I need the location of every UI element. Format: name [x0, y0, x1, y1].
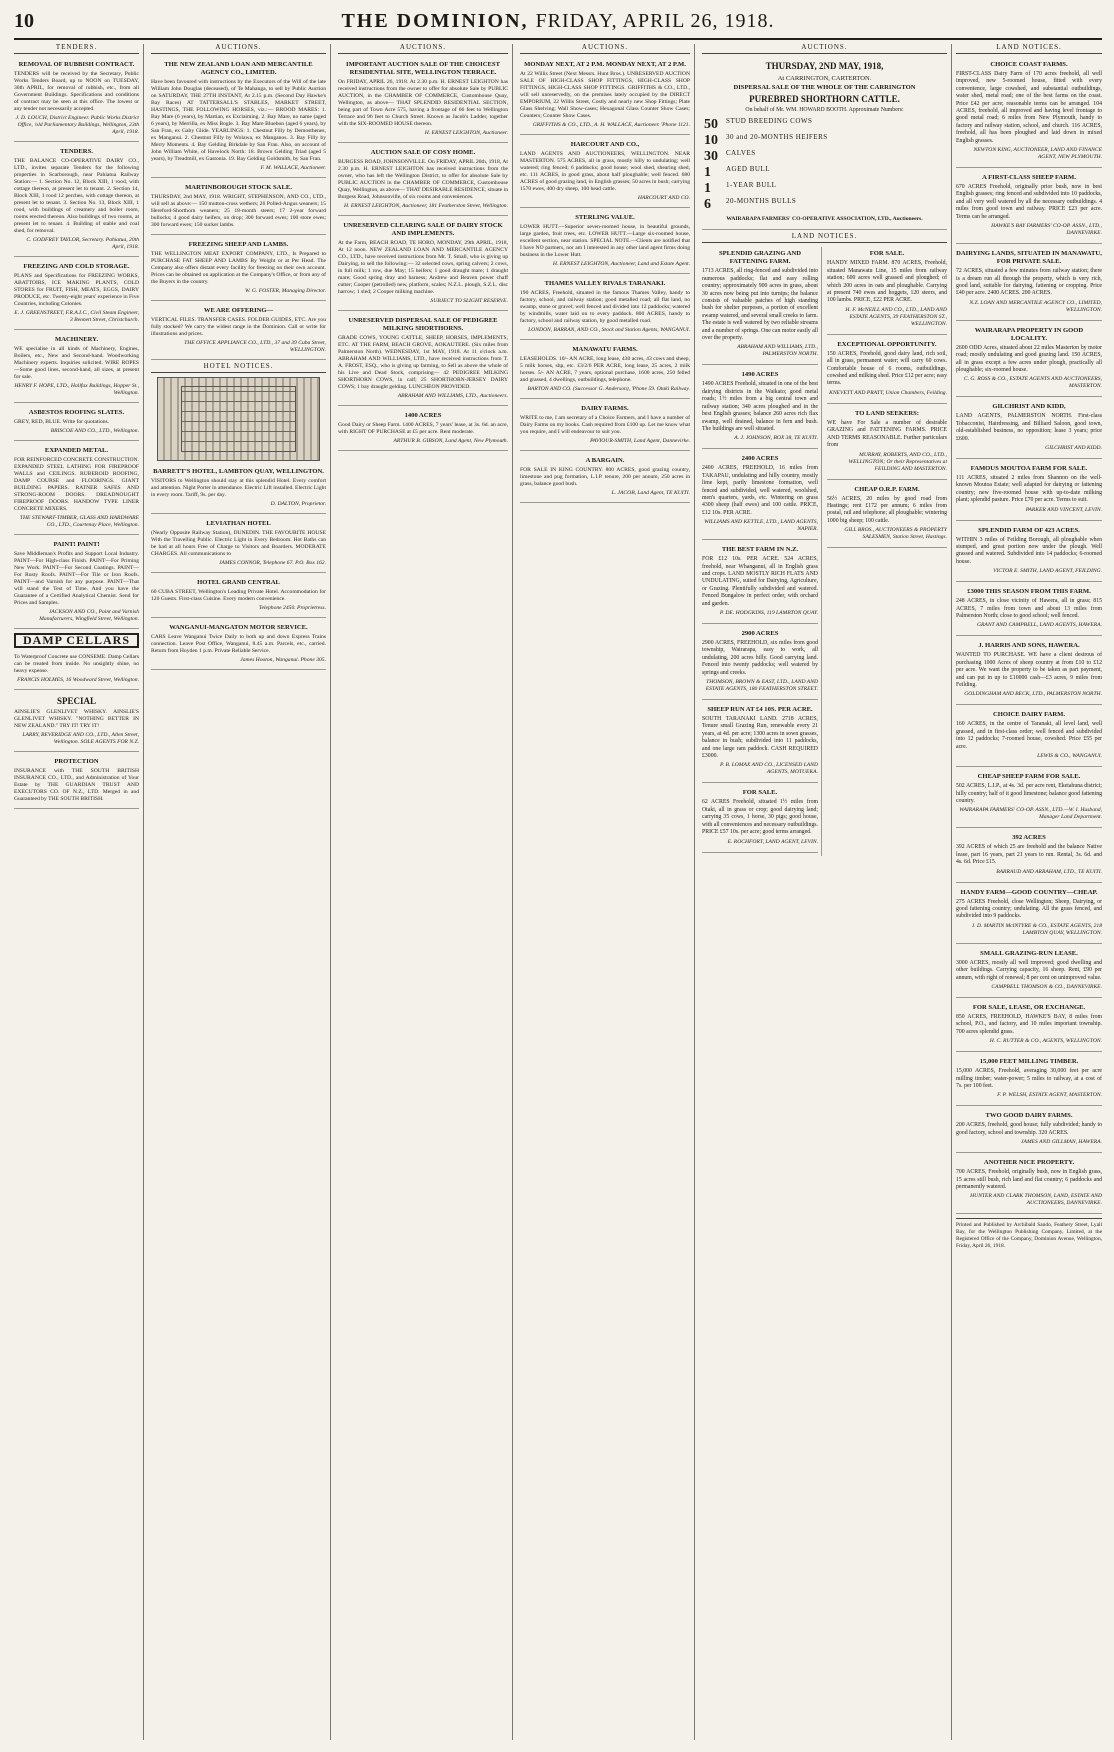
ad-signature: H. ERNEST LEIGHTON, Auctioneer.	[424, 130, 508, 136]
insurance-ad	[14, 755, 139, 809]
ad-body: CARS Leave Wanganui Twice Daily to both up and down Express Trains connection. Leave Post Office, Wanganui, 8.45 a.m. Parcels, etc., carried. Return from Hoyden 1 p.m. Private Reliable Service.	[151, 634, 326, 654]
ad-body: FIRST-CLASS Dairy Farm of 170 acres freehold, all well improved, new 5-roomed house, fitted with every convenience, large cowshed, and substantial outbuildings, water shed, metal road; one of the best farms on the coast. Price £42 per acre; reasonable terms can be arranged. 104 ACRES, freehold, all improved and having level frontage to good metal road; 6 miles from New Plymouth, handy to factory and railway station, school, and church. 116 ACRES, freehold, all has been ploughed and laid down in mixed English grasses.	[956, 71, 1102, 144]
ad-body: 200 ACRES, freehold, good house; fully subdivided; handy to good factory, school and township. 320 ACRES.	[956, 1122, 1102, 1136]
ad-title: FOR SALE.	[742, 789, 778, 797]
ad-title: HANDY FARM—GOOD COUNTRY—CHEAP.	[960, 888, 1098, 896]
ad-body: WE have For Sale a number of desirable GRAZING and FATTENING FARMS. PRICE AND TERMS REASONABLE. Further particulars from	[827, 419, 947, 449]
column-auctions-1	[151, 44, 331, 1740]
ad-body: Have been favoured with instructions by the Executors of the Will of the late William John Douglas (deceased), of Te Mahanga, to sell by Public Auction on SATURDAY, THE 27TH INSTANT, At 2.15 p.m. (Second Day Hawke's Bay Races) AT TATTERSALL'S STABLES, MARKET STREET, HASTINGS, THE FOLLOWING HORSES, viz.:— BROOD MARES: 1. Bay Mare (6 years), by Martian, ex Exclaiming. 2. Bay Mare, no name (aged 6 years), by Merrilla, ex Miss Bogle. 3. Bay Mare Bluebon (aged 6 years), by San Fran, ex Gaby Glide. YEARLINGS: 1. Chestnut Filly by Demosthenes, ex Manganui. 2. Chestnut Filly by Wolawa, ex Manganos. 3. Bay Filly by Merry Moments. 4. Bay Gelding Birkdale by San Fran. Also, on account of John William White, of Havelock North: 18. Brown Gelding Triad (aged 5 years), by Treadmill, ex Gastonia. 19. Bay Gelding Goldsmith, by San Fran.	[151, 79, 326, 162]
hotel-notices-heading: HOTEL NOTICES.	[151, 363, 326, 373]
ad-title: 2400 ACRES	[741, 455, 779, 463]
advertisement	[702, 368, 818, 449]
ad-title: FOR SALE.	[869, 250, 905, 258]
ad-title: SPECIAL	[56, 696, 96, 706]
advertisement	[956, 886, 1102, 944]
ad-title: MARTINBOROUGH STOCK SALE.	[185, 184, 292, 191]
advertisement	[702, 247, 818, 365]
catalog-description: AGED BULL	[726, 165, 770, 174]
ad-signature: BARTON AND CO. (Successor G. Anderson), 'Phone 59. Otaki Railway.	[527, 386, 690, 392]
ad-title: HOTEL GRAND CENTRAL	[197, 579, 280, 586]
advertisement	[151, 517, 326, 573]
advertisement	[702, 703, 818, 783]
ad-body: 700 ACRES, Freehold, originally bush, now in English grass, 15 acres still bush, rich land and flat country; 6 paddocks and permanently watered.	[956, 1169, 1102, 1191]
ad-signature: GOLDINGHAM AND BECK, LTD., PALMERSTON NORTH.	[964, 691, 1102, 698]
ad-title: TWO GOOD DAIRY FARMS.	[985, 1112, 1073, 1120]
ad-signature: HARCOURT AND CO.	[637, 195, 690, 201]
advertisement	[956, 831, 1102, 882]
ad-body: FOR REINFORCED CONCRETE CONSTRUCTION. EXPANDED STEEL LATHING FOR FIREPROOF WALLS and CEILINGS. RUBEROID ROOFING, DAMP COURSE and FLOORINGS. GIANT BUILDING PAPERS. RATNER SAFES AND STRONG-ROOM DOORS. DREADNOUGHT FIREPROOF DOORS. HANDOW TYPE LINER CONCRETE MIXERS.	[14, 457, 139, 512]
land-right-block	[956, 44, 1102, 1740]
ad-signature: E. ROCHFORT, LAND AGENT, LEVIN.	[727, 838, 818, 845]
ad-body: THE BALANCE CO-OPERATIVE DAIRY CO., LTD., invites separate Tenders for the following properties in Scarborough, near Pahiatua Railway Station:— 1. Section No. 12, Block XIII, 1 rood, with cottage thereon, at present let to tenant. 2. Section 14, Block XIII, 1 rood 12 perches, with cottage thereon, at present let to tenant. 3. Section No. 13, Block XIII, 1 rood, with buildings of creamery and boiler room, rooms erected thereon. Also buildings of two rooms, at present let to tenant. 4. Building of stable and coal shed, for removal.	[14, 158, 139, 234]
newspaper-title	[54, 10, 1062, 33]
ad-signature: THOMSON, BROWN & EAST, LTD., LAND AND ESTATE AGENTS, 180 FEATHERSTON STREET.	[705, 679, 818, 693]
advertisement	[956, 247, 1102, 321]
ad-body: 2400 ACRES, FREEHOLD, 16 miles from TAKAPAU, undulating and hilly country, mostly lime kept, partly limestone formation, well fenced and subdivided, well watered, woolshed, men's quarters, yards, etc. Wintering on grass 4300 sheep (half ewes) and 100 cattle. PRICE, £12 10s. PER ACRE.	[702, 465, 818, 516]
ad-signature: GILCHRIST AND KIDD.	[1045, 444, 1102, 451]
ad-signature: James Hooton, Wanganui. Phone 305.	[240, 657, 326, 663]
ad-body: 1490 ACRES Freehold, situated in one of the best dairying districts in the Waikato; good metal roads; 1½ miles from a big central town and railway station; 340 acres ploughed and in the best English grasses; balance 260 acres rich flax swamp, well drained, balance in fern and bush. The buildings are well situated.	[702, 381, 818, 432]
ad-signature: P. B. LOMAX AND CO., LICENSED LAND AGENTS, MOTUEKA.	[719, 762, 818, 776]
ad-signature: LEWIS & CO., WANGANUI.	[1037, 753, 1102, 760]
advertisement	[702, 452, 818, 540]
ad-body: THURSDAY, 2nd MAY, 1918. WRIGHT, STEPHENSON, AND CO., LTD., will sell as above:— 150 mutton-cross wethers; 26 Polled-Angus weaners; 15 Hereford-Shorthorn weaners; 25 18-month steers; 17 2-year forward bullocks; 4 good dairy heifers, on drop; 300 forward ewes; 100 store ewes; 300 forward ewes; 150 sucker lambs.	[151, 194, 326, 228]
ad-title: CHEAP O.R.P. FARM.	[854, 485, 920, 493]
ad-title: FAMOUS MOUTOA FARM FOR SALE.	[970, 464, 1088, 472]
advertisement	[956, 947, 1102, 998]
catalog-row	[702, 133, 947, 149]
ad-signature: WAIRARAPA FARMERS' CO-OPERATIVE ASSOCIATION, LTD., Auctioneers.	[726, 216, 923, 223]
advertisement	[14, 333, 139, 403]
advertisement	[14, 406, 139, 441]
ad-title: SMALL GRAZING-RUN LEASE.	[980, 949, 1078, 957]
ad-signature: C. GODFREY TAYLOR, Secretary. Pahiatua, 20th April, 1918.	[26, 237, 139, 250]
column-heading: AUCTIONS.	[338, 44, 508, 54]
ad-signature: HUNTER AND CLARK THOMSON, LAND, ESTATE AND AUCTIONEERS, DANNEVIRKE.	[970, 1193, 1102, 1207]
ad-body: 150 ACRES, Freehold, good dairy land, rich soil, all in grass, permanent water; will carry 60 cows. Comfortable house of 6 rooms, outbuildings, cowshed and milking shed. Price £12 per acre; easy terms.	[827, 350, 947, 387]
ad-title: £3000 THIS SEASON FROM THIS FARM.	[967, 588, 1091, 596]
catalog-count: 6	[704, 197, 711, 213]
ad-title: DAIRYING LANDS, SITUATED IN MANAWATU, FOR PRIVATE SALE.	[956, 250, 1102, 266]
column-heading: LAND NOTICES.	[956, 44, 1102, 54]
column-auctions-3	[520, 44, 695, 1740]
advertisement	[520, 277, 690, 340]
ad-title: STERLING VALUE.	[575, 214, 635, 221]
ad-title: IMPORTANT AUCTION SALE OF THE CHOICEST RESIDENTIAL SITE, WELLINGTON TERRACE.	[346, 61, 500, 76]
ad-signature: ABRAHAM AND WILLIAMS, LTD., Auctioneers.	[397, 393, 508, 399]
ad-title: CHOICE COAST FARMS.	[990, 61, 1068, 68]
advertisement	[827, 338, 947, 404]
ad-title: DAIRY FARMS.	[581, 405, 629, 412]
advertisement	[151, 621, 326, 670]
ad-signature: VICTOR E. SMITH, LAND AGENT, FEILDING.	[993, 568, 1102, 575]
ad-title: 15,000 FEET MILLING TIMBER.	[979, 1058, 1079, 1066]
catalog-count: 1	[704, 165, 711, 181]
advertisement	[520, 343, 690, 399]
ad-body: GREY, RED, BLUE. Write for quotations.	[14, 419, 110, 425]
ad-body: FOR £12 10s. PER ACRE. 524 ACRES, freehold, near Whanganui, all in English grass and crops. LAND MOSTLY RICH FLATS AND UNDULATING, suited for Dairying, Agriculture, or Grazing. Plentifully subdivided and watered. Fenced Bungalow in perfect order, with orchard and garden.	[702, 556, 818, 607]
catalog-row	[702, 165, 947, 181]
ad-signature: JAMES CONNOR, Telephone 67. P.O. Box 162.	[218, 560, 326, 566]
ad-body: 160 ACRES, in the centre of Taranaki, all level land, well grassed, and in first-class order; well fenced and subdivided into 12 paddocks; 7-roomed house, cowshed. Price £55 per acre.	[956, 721, 1102, 750]
ad-body: WE specialise in all kinds of Machinery, Engines, Boilers, etc., New and Second-hand. Woodworking Machinery experts. Inquiries solicited. WIRE ROPES—Some good lines, second-hand, all sizes, at present for sale.	[14, 346, 139, 380]
ad-title: MONDAY NEXT, AT 2 P.M. MONDAY NEXT, AT 2 P.M.	[524, 61, 686, 68]
ad-title: EXCEPTIONAL OPPORTUNITY.	[837, 340, 937, 348]
ad-body: At 22 Willis Street (Next Messrs. Hunt Bros.). UNRESERVED AUCTION SALE OF HIGH-CLASS SHOP FITTINGS, HIGH-CLASS SHOP FITTINGS, HIGH-CLASS SHOP FITTINGS. GRIFFITHS & CO., LTD., will sell unreservedly, on the premises lately occupied by the DIRECT EMPORIUM, 22 Willis Street, Costly and nearly new Shop Fittings; Plate Glass Shelving; Wall Show-cases; Hexagonal Glass Counter Show Cases; Counters; Counter Show Cases.	[520, 71, 690, 119]
ad-signature: GRANT AND CAMPBELL, LAND AGENTS, HAWERA.	[976, 622, 1102, 629]
ad-signature: Telephone 2450. Proprietress.	[258, 605, 326, 611]
ad-signature: HAWKE'S BAY FARMERS' CO-OP. ASSN., LTD., DANNEVIRKE.	[991, 223, 1102, 237]
ad-signature: ARTHUR B. GIBSON, Land Agent, New Plymouth.	[393, 438, 508, 444]
ad-signature: CAMPBELL THOMSON & CO., DANNEVIRKE.	[991, 983, 1102, 990]
ad-body: VISITORS to Wellington should stay at this splendid Hotel. Every comfort and attention. Night Porter in attendance. Electric Lift installed. Electric Light in every room. Tariff, 9s. per day.	[151, 478, 326, 498]
ad-signature: BARRAUD AND ARRAHAM, LTD., TE KUITI.	[996, 868, 1102, 875]
on-behalf: On behalf of Mr. WM. HOWARD BOOTH. Approximate Numbers:	[745, 107, 904, 113]
damp-cellars-ad	[14, 651, 139, 690]
ad-body: WRITE to me, I am secretary of a Choice Farmers, and I have a number of Dairy Farms on my books. Cash required from £100 up. Let me know what you require, and I will endeavour to suit you.	[520, 415, 690, 435]
advertisement	[827, 247, 947, 334]
ad-title: HARCOURT AND CO.,	[570, 141, 640, 148]
ad-title: SPLENDID FARM OF 423 ACRES.	[978, 526, 1080, 534]
ad-title: PAINT! PAINT!	[53, 541, 100, 548]
column-heading: AUCTIONS.	[520, 44, 690, 54]
column-auctions-2	[338, 44, 513, 1740]
ad-body: 502 ACRES, L.I.P., at 4s. 3d. per acre rent, Eketahuna district; hilly country; half of it good limestone; balance good fattening country.	[956, 783, 1102, 804]
advertisement	[151, 304, 326, 360]
ad-signature: H. ERNEST LEIGHTON, Auctioneer, Land and Estate Agent.	[552, 261, 690, 267]
ad-body: 56½ ACRES, 20 miles by good road from Hastings; rent £172 per annum; 6 miles from postal, rail and telephone; all ploughable; wintering 1000 big sheep; 100 cattle.	[827, 495, 947, 524]
advertisement	[151, 58, 326, 178]
ad-title: 2900 ACRES	[741, 630, 779, 637]
herd-name: PUREBRED SHORTHORN CATTLE.	[749, 94, 900, 104]
ad-signature: GRIFFITHS & CO., LTD., A. H. WALLACE, Auctioneer. 'Phone 1121.	[532, 122, 690, 128]
catalog-count: 1	[704, 181, 711, 197]
ad-body: 1713 ACRES, all ring-fenced and subdivided into numerous paddocks; flat and easy rolling country; approximately 900 acres in grass, about 30 acres now being put into turnips; the balance consists of valuable patches of high standing bush for shelter purposes, a portion of excellent swamp watered, and several small creeks to farm. The estate is well watered by two reliable streams and a number of springs. One can motor easily all over the property.	[702, 268, 818, 342]
advertisement	[338, 58, 508, 143]
advertisement	[956, 171, 1102, 244]
ad-signature: LARRY, BEVERIDGE AND CO., LTD., Allen Street, Wellington. SOLE AGENTS FOR N.Z.	[22, 732, 139, 745]
ad-title: BARRETT'S HOTEL, LAMBTON QUAY, WELLINGTON.	[153, 468, 324, 475]
ad-signature: D. DALTON, Proprietor.	[270, 501, 326, 507]
ad-body: LEASEHOLDS. 10/- AN ACRE, long lease, 430 acres, 43 cows and sheep, 5 milk horses, shp, etc. £3/2/6 PER ACRE, long lease, 25 acres, 2 milk horses. 5/- AN ACRE, 7 years, optional purchase, 1600 acres, 250 felled and grassed, 4 dwellings, outbuildings, telephone.	[520, 356, 690, 383]
land-left-block	[702, 44, 952, 1740]
ad-title: 1400 ACRES	[404, 412, 442, 419]
ad-signature: JACKSON AND CO., Paint and Varnish Manufacturers, Wingfield Street, Wellington.	[39, 609, 139, 622]
advertisement	[520, 138, 690, 208]
ad-signature: MURRAY, ROBERTS, AND CO., LTD., WELLINGTON; Or their Representatives at FEILDING AND MASTERTON.	[848, 451, 947, 472]
ad-title: THE NEW ZEALAND LOAN AND MERCANTILE AGENCY CO., LIMITED.	[164, 61, 313, 76]
ad-signature: HENRY F. HOPE, LTD., Hallfax Buildings, Hopper St., Wellington.	[14, 383, 139, 396]
ad-body: WITHIN 3 miles of Feilding Borough, all ploughable when stumped, and great portion now under the plough. Well grassed and watered. Subdivided into 14 paddocks; 6-roomed house.	[956, 536, 1102, 565]
advertisement	[956, 324, 1102, 398]
advertisement	[151, 465, 326, 514]
ad-signature: E. J. GREENSTREET, F.R.A.I.C., Civil Steam Engineer, 3 Bennett Street, Christchurch.	[14, 310, 139, 323]
ad-body: 72 ACRES, situated a few minutes from railway station; there is a dream run all through the property, which is very rich, good land, suitable for dairying, fattening or cropping. Price £40 per acre. 2400 ACRES. 200 ACRES.	[956, 268, 1102, 297]
shorthorn-sale-ad	[702, 58, 947, 230]
ad-body: Good Dairy or Sheep Farm. 1400 ACRES, 7 years' lease, at 3s. 6d. an acre, with RIGHT OF PURCHASE at £5 per acre. Rent moderate.	[338, 422, 508, 435]
ad-signature: JAMES AND GILLMAN, HAWERA.	[1021, 1139, 1102, 1146]
catalog-description: 1-YEAR BULL	[726, 181, 777, 190]
catalog-description: STUD BREEDING COWS	[726, 117, 813, 126]
ad-title: FREEZING AND COLD STORAGE.	[23, 263, 130, 270]
ad-body: 190 ACRES, Freehold, situated in the famous Thames Valley, handy to factory, school, and railway station; good metalled road; all flat land, no swamp, stone or gravel; well fenced and divided into 12 paddocks; watered by windmills, water laid on to every paddock. 800 ACRES, handy to factory, school and railway station, by good metalled road.	[520, 290, 690, 324]
ad-title: AUCTION SALE OF COSY HOME.	[370, 149, 476, 156]
advertisement	[956, 770, 1102, 828]
ad-signature: NEWTON KING, AUCTIONEER, LAND AND FINANCE AGENT, NEW PLYMOUTH.	[973, 147, 1102, 161]
column-land-notices	[702, 44, 1102, 1740]
ad-body: FOR SALE IN KING COUNTRY. 800 ACRES, good grazing country, limestone and pug formation, L.I.P. tenure, 200 per annum, 250 acres in grass, balance good bush.	[520, 467, 690, 487]
ad-signature: H. F. McNEILL AND CO., LTD., LAND AND ESTATE AGENTS, 39 FEATHERSTON ST., WELLINGTON.	[845, 306, 947, 327]
whisky-ad	[14, 693, 139, 752]
advertisement	[338, 409, 508, 451]
ad-body: PLANS and Specifications for FREEZING WORKS, ABATTOIRS, ICE MAKING PLANTS, COLD STORES for FRUIT, FISH, MEATS, EGGS, DAIRY PRODUCE, etc. Twenty-eight years' experience in Five Countries, including Colonies.	[14, 273, 139, 307]
advertisement	[14, 260, 139, 330]
ad-signature: KNEVETT AND PRATT, Union Chambers, Feilding.	[829, 389, 947, 396]
catalog-description: CALVES	[726, 149, 756, 158]
land-notices-heading: LAND NOTICES.	[702, 233, 947, 243]
ad-signature: P. DE. HODGKINS, 119 LAMBTON QUAY.	[719, 610, 818, 616]
ad-signature: H. C. RUTTER & CO., AGENTS, WELLINGTON.	[989, 1038, 1102, 1045]
ad-signature: PAVIOUR-SMITH, Land Agent, Dannevirke.	[590, 438, 690, 444]
advertisement	[956, 708, 1102, 767]
ad-title: TO LAND SEEKERS:	[854, 409, 919, 417]
advertisement	[956, 1109, 1102, 1153]
ad-title: 1490 ACRES	[741, 371, 779, 379]
ad-title: FOR SALE, LEASE, OR EXCHANGE.	[972, 1003, 1086, 1011]
ad-signature: THE STEWART-TIMBER, GLASS AND HARDWARE CO., LTD., Courtenay Place, Wellington.	[19, 515, 139, 528]
ad-signature: LONDON, BARRAN, AND CO., Stock and Station Agents, WANGANUI.	[528, 327, 690, 333]
ad-body: THE WELLINGTON MEAT EXPORT COMPANY, LTD., Is Prepared to PURCHASE FAT SHEEP AND LAMBS By Weight or at Per Head. The Company also offers distant every facility for freezing on their own account. Prices can be obtained on application at the Company's Office, or from any of the Buyers in the country.	[151, 251, 326, 285]
ad-body: 15,000 ACRES, Freehold, averaging 30,000 feet per acre milling timber; water-power; 5 miles to railway, at a cost of 7s. per 100 feet.	[956, 1068, 1102, 1089]
ad-body: BURGESS ROAD, JOHNSONVILLE. On FRIDAY, APRIL 26th, 1918, At 2.30 p.m. H. ERNEST LEIGHTON has received instructions from the owner, who has left the Wellington District, to offer for absolute Sale by PUBLIC AUCTION in the CHAMBER OF COMMERCE, Customhouse Quay, Wellington, as above— THAT DESIRABLE RESIDENCE, situate in Burgess Road, Johnsonville, of six rooms and conveniences.	[338, 159, 508, 200]
catalog-description: 20-MONTHS BULLS	[726, 197, 797, 206]
ad-title: SPLENDID GRAZING AND FATTENING FARM.	[718, 250, 802, 266]
catalog-description: 30 and 20-MONTHS HEIFERS	[726, 133, 828, 142]
ad-title: WE ARE OFFERING—	[203, 307, 274, 314]
masthead	[14, 10, 1102, 40]
column-heading: TENDERS.	[14, 44, 139, 54]
ad-signature: J. D. LOUCH, District Engineer. Public Works District Office, 'old Parliamentary Buildings, Wellington, 23th April, 1918.	[15, 115, 139, 135]
ad-body: 2900 ACRES, FREEHOLD, six miles from good township, Wairarapa, easy to work, all undulating, 200 acres hilly. Good carrying land. Fenced into twenty paddocks; well watered by springs and creeks.	[702, 640, 818, 676]
catalog-row	[702, 117, 947, 133]
catalog-row	[702, 197, 947, 213]
ad-body: 60 CUBA STREET, Wellington's Leading Private Hotel. Accommodation for 120 Guests. First-class Cuisine. Every modern convenience.	[151, 589, 326, 602]
advertisement	[520, 402, 690, 451]
ad-signature: F. M. WALLACE, Auctioneer.	[260, 165, 326, 171]
ad-signature: J. D. MARTIN McINTYRE & CO., ESTATE AGENTS, 218 LAMBTON QUAY, WELLINGTON.	[971, 922, 1102, 936]
advertisement	[956, 639, 1102, 705]
column-tenders	[14, 44, 144, 1740]
advertisement	[956, 1156, 1102, 1214]
ad-body: SOUTH TARANAKI LAND. 2718 ACRES, Tenure small Grazing Run, renewable every 21 years, at 4d. per acre; 1300 acres in sown grasses, balance in bush; subdivided into 11 paddocks, and one large ram paddock. CASH REQUIRED £3000.	[702, 716, 818, 760]
advertisement	[956, 524, 1102, 583]
advertisement	[956, 400, 1102, 459]
ad-signature: SUBJECT TO SLIGHT RESERVE.	[430, 298, 508, 304]
ad-body: On FRIDAY, APRIL 26, 1918. At 2.30 p.m. H. ERNEST LEIGHTON has received instructions from the owner to offer for absolute Sale by PUBLIC AUCTION, in the CHAMBER OF COMMERCE, Customhouse Quay, Wellington, as above— THAT SPLENDID RESIDENTIAL SECTION, being part of Town Acre 575, having a frontage of 66 feet to Wellington Terrace and 96 feet to Church Street. Known as Jacob's Ladder, together with the SIX-ROOMED HOUSE thereon.	[338, 79, 508, 127]
ad-body: 111 ACRES, situated 2 miles from Shannon on the well-known Moutoa Estate; well adapted for dairying or fattening country; new five-roomed house with up-to-date milking plant; splendid pasture. Price £70 per acre. Terms to suit.	[956, 474, 1102, 504]
ad-title: CHOICE DAIRY FARM.	[992, 711, 1066, 719]
ad-signature: PARKER AND VINCENT, LEVIN.	[1025, 506, 1102, 513]
column-heading: AUCTIONS.	[702, 44, 947, 54]
ad-title: MANAWATU FARMS.	[572, 346, 638, 353]
ad-body: To Waterproof Concrete use CONSEME. Damp Cellars can be treated from inside. No unsightly shine, no heavy expense.	[14, 654, 139, 674]
issue-date: FRIDAY, APRIL 26, 1918.	[535, 10, 775, 32]
ad-body: 850 ACRES, FREEHOLD, HAWKE'S BAY, 8 miles from school, P.O., and factory, and 10 miles important township. 700 acres splendid grass.	[956, 1013, 1102, 1035]
ad-body: (Nearly Opposite Railway Station), DUNEDIN. THE FAVOURITE HOUSE With the Travelling Public. Electric Light in Every Bedroom. Hot Baths can be had at all hours Free of Charge to Visitors and Boarders. MODERATE CHARGES. All communications to	[151, 530, 326, 557]
catalog-row	[702, 149, 947, 165]
ad-body: VERTICAL FILES. TRANSFER CASES. FOLDER GUIDES, ETC. Are you fully stocked? We carry the widest range in the Dominion. Call or write for illustrations and prices.	[151, 317, 326, 337]
advertisement	[702, 627, 818, 700]
advertisement	[702, 786, 818, 852]
ad-title: J. HARRIS AND SONS, HAWERA.	[978, 642, 1080, 650]
ad-body: INSURANCE with THE SOUTH BRITISH INSURANCE CO., LTD., and Administration of Your Estate by THE GUARDIAN TRUST AND EXECUTORS CO. OF N.Z., LTD. Merged in and Guaranteed by THE SOUTH BRITISH.	[14, 768, 139, 802]
ad-body: 2600 ODD Acres, situated about 22 miles Masterton by motor road; mostly undulating and good grazing land. 150 ACRES, all in grass except a few acres under plough, practically all ploughable; six-roomed house.	[956, 344, 1102, 373]
catalog-count: 10	[704, 133, 718, 149]
ad-title: GILCHRIST AND KIDD,	[992, 403, 1066, 411]
advertisement	[956, 462, 1102, 521]
damp-cellars-heading: DAMP CELLARS	[14, 633, 139, 648]
advertisement	[338, 314, 508, 406]
ad-title: FREEZING SHEEP AND LAMBS.	[188, 241, 289, 248]
ad-title: EXPANDED METAL.	[44, 447, 109, 454]
catalog-row	[702, 181, 947, 197]
advertisement	[520, 454, 690, 503]
advertisement	[520, 58, 690, 135]
catalog-count: 30	[704, 149, 718, 165]
advertisement	[151, 181, 326, 235]
ad-body: LAND AGENTS, PALMERSTON NORTH. First-class Tobacconist, Hairdressing, and Billiard Saloon, good town, old-established business, no opposition; lease 3 years; price £600.	[956, 413, 1102, 442]
ad-signature: L. JACOB, Land Agent, TE KUITI.	[611, 490, 690, 496]
ad-body: Save Middleman's Profits and Support Local Industry. PAINT—For High-class Finish. PAINT—For Priming New Work. PAINT—For Second Coatings. PAINT—For Rusty Roofs. PAINT—For Tile or Iron Roofs. PAINT—and Varnish for any purpose. PAINT—That will stand the Test of Time. And you have the Guarantee of a Certified Analytical Chemist. Send for Prices and Samples.	[14, 551, 139, 606]
ad-title: THURSDAY, 2ND MAY, 1918,	[765, 61, 884, 71]
ad-signature: WILLIAMS AND KETTLE, LTD., LAND AGENTS, NAPIER.	[704, 519, 818, 533]
hotel-illustration	[157, 377, 320, 461]
page-number: 10	[14, 10, 34, 32]
ad-title: A FIRST-CLASS SHEEP FARM.	[982, 174, 1076, 182]
ad-body: AINSLIE'S GLENLIVET WHISKY. AINSLIE'S GLENLIVET WHISKY. "NOTHING BETTER IN NEW ZEALAND." TRY IT! TRY IT!	[14, 709, 139, 729]
ad-body: LOWER HUTT.—Superior seven-roomed house, in beautiful grounds, large garden, fruit trees, etc. LOWER HUTT.—Large six-roomed house, excellent section, near station. SPECIAL NOTE.—Clients are notified that I have NO partners, nor am I interested in any other land agent firms doing business in the Lower Hutt.	[520, 224, 690, 258]
ad-title: THAMES VALLEY RIVALS TARANAKI.	[544, 280, 666, 287]
ad-title: LEVIATHAN HOTEL	[206, 520, 271, 527]
advertisement	[151, 576, 326, 618]
ad-title: 392 ACRES	[1012, 834, 1046, 842]
advertisement	[520, 211, 690, 274]
newspaper-page	[14, 10, 1102, 1744]
ad-title: UNRESERVED CLEARING SALE OF DAIRY STOCK AND IMPLEMENTS.	[343, 222, 503, 237]
ad-body: 275 ACRES Freehold, close Wellington; Sheep, Dairying, or good fattening country; undulating. All the grass fenced, and subdivided into 9 paddocks.	[956, 898, 1102, 920]
ad-title: CHEAP SHEEP FARM FOR SALE.	[977, 773, 1081, 781]
ad-signature: H. ERNEST LEIGHTON, Auctioneer, 181 Featherston Street, Wellington.	[344, 203, 508, 209]
ad-signature: N.Z. LOAN AND MERCANTILE AGENCY CO., LIMITED, WELLINGTON.	[969, 299, 1102, 313]
ad-body: TENDERS will be received by the Secretary, Public Works Tenders Board, up to NOON on TUESDAY, 30th APRIL, for removal of rubbish, etc., from all Government Buildings. Specifications and conditions of contract may be seen at this office. The lowest or any tender not necessarily accepted.	[14, 71, 139, 112]
ad-title: REMOVAL OF RUBBISH CONTRACT.	[18, 61, 135, 68]
ad-signature: W. G. FOSTER, Managing Director.	[244, 288, 326, 294]
advertisement	[338, 146, 508, 216]
advertisement	[14, 538, 139, 629]
advertisement	[827, 407, 947, 480]
imprint: Printed and Published by Archibald Sando, Feathery Street, Lyall Bay, for the Wellington Publishing Company, Limited, at the Registered Office of the Company, Dominion Avenue, Wellington, Friday, April 26, 1918.	[956, 1218, 1102, 1249]
ad-title: WAIRARAPA PROPERTY IN GOOD LOCALITY.	[974, 326, 1084, 342]
ad-body: 670 ACRES Freehold, originally prior bush, now in best English grasses; ring fenced and subdivided into 10 paddocks, and all very well watered by all the necessary outbuildings. 4 miles from good town and railway. PRICE £23 per acre. Terms can be arranged.	[956, 184, 1102, 220]
ad-title: MACHINERY.	[55, 336, 98, 343]
stock-catalog	[702, 117, 947, 213]
advertisement	[14, 58, 139, 142]
ad-signature: FRANCIS HOLMES, 16 Woodward Street, Wellington.	[17, 677, 139, 683]
ad-title: ASBESTOS ROOFING SLATES.	[28, 409, 125, 416]
ad-signature: THE OFFICE APPLIANCE CO., LTD., 37 and 39 Cuba Street, WELLINGTON.	[184, 340, 326, 353]
ad-title: ANOTHER NICE PROPERTY.	[983, 1159, 1075, 1167]
ad-title: THE BEST FARM IN N.Z.	[721, 546, 799, 554]
ad-body: HANDY MIXED FARM. 870 ACRES, Freehold, situated Manawatu Line, 15 miles from railway station; 600 acres well grassed and ploughed; of which 200 acres in oats and ploughable. Carrying at present 740 ewes and hoggets, 120 steers, and 100 lambs. PRICE, £22 PER ACRE.	[827, 260, 947, 304]
advertisement	[956, 1001, 1102, 1052]
ad-title: TENDERS.	[60, 148, 93, 155]
sale-subtitle: DISPERSAL SALE OF THE WHOLE OF THE CARRINGTON	[733, 84, 916, 91]
ad-signature: F. P. WELSH, ESTATE AGENT, MASTERTON.	[997, 1092, 1102, 1099]
ad-body: At the Farm, BEACH ROAD, TE HORO, MONDAY, 29th APRIL, 1918, At 12 noon. NEW ZEALAND LOAN AND MERCANTILE AGENCY CO., LTD., have received instructions from Mr. T. Small, who is giving up Dairying, to sell the following:— 32 selected cows, spring calvers; 2 cows, in full milk; 1 row, due May; 15 heifers; 1 good draught mare; 1 draught mare; Good spring dray and harness; Andrew and Beaven power chaff cutter; Cooper (petrolled) new, platform, scales; N.Z.L. plough, S.Z.L. disc harrow; 1 sled; 2 Cooper milking machine.	[338, 240, 508, 295]
sale-place: At CARRINGTON, CARTERTON.	[777, 75, 872, 82]
ad-body: LAND AGENTS AND AUCTIONEERS, WELLINGTON. NEAR MASTERTON. 575 ACRES, all in grass, mostly hilly to undulating; well watered; ring fenced; 6 paddocks; good house; wool shed, shearing shed, etc. 111 ACRES, in good grass, about half ploughable; well fenced. 680 ACRES of good grazing land, in English grasses; 50 acres in bush; carrying 1570 ewes, 400 dry sheep, 100 head cattle.	[520, 151, 690, 192]
advertisement	[14, 444, 139, 535]
ad-title: WANGANUI-MANGATON MOTOR SERVICE.	[169, 624, 308, 631]
advertisement	[956, 585, 1102, 636]
advertisement	[956, 58, 1102, 168]
catalog-count: 50	[704, 117, 718, 133]
advertisement	[702, 543, 818, 624]
advertisement	[151, 238, 326, 301]
ad-title: UNRESERVED DISPERSAL SALE OF PEDIGREE MILKING SHORTHORNS.	[348, 317, 498, 332]
ad-body: 392 ACRES of which 25 are freehold and the balance Native lease, part 16 years, part 21 years to run. Rental, 3s. 6d. and 4s. 6d. Price £15.	[956, 844, 1102, 866]
advertisement	[827, 483, 947, 549]
ad-body: GRADE COWS, YOUNG CATTLE, SHEEP, HORSES, IMPLEMENTS, ETC. AT THE FARM, BEACH GROVE, AOKAUTERE. (Six miles from Palmerston North). WEDNESDAY, 1st MAY, 1918. At 11 o'clock a.m. ABRAHAM AND WILLIAMS, LTD., have received instructions from T. A. FROST, ESQ., who is giving up farming, to Sell as above the whole of his Live and Dead Stock, comprising— 42 PEDIGREE MILKING SHORTHORN COWS, in calf; 25 SHORTHORN-JERSEY DAIRY COWS; 1 bay draught gelding. LUNCHEON PROVIDED.	[338, 335, 508, 390]
ad-signature: A. J. JOHNSON, BOX 38, TE KUITI.	[734, 435, 818, 442]
ad-body: 248 ACRES, in close vicinity of Hawera, all in grass; 815 ACRES, 7 miles from town and about 13 miles from Palmerston North; close to good school; well fenced.	[956, 598, 1102, 620]
ad-signature: BRISCOE AND CO., LTD., Wellington.	[50, 428, 139, 434]
advertisement	[14, 145, 139, 257]
ad-signature: WAIRARAPA FARMERS' CO-OP. ASSN., LTD.—W. I. Husband, Manager Land Department.	[959, 807, 1102, 821]
column-heading: AUCTIONS.	[151, 44, 326, 54]
advertisement	[956, 1055, 1102, 1106]
ad-title: PROTECTION	[54, 758, 99, 765]
ad-body: 3000 ACRES, mostly all well improved; good dwelling and other buildings. Carrying capacity, 16 sheep. Rent, £90 per annum, with right of renewal; 8 per cent on unimproved value.	[956, 959, 1102, 981]
ad-signature: C. G. ROSS & CO., ESTATE AGENTS AND AUCTIONEERS, MASTERTON.	[963, 376, 1102, 390]
ad-title: A BARGAIN.	[585, 457, 625, 464]
ad-signature: ABRAHAM AND WILLIAMS, LTD., PALMERSTON NORTH.	[737, 344, 818, 358]
ad-body: 62 ACRES Freehold, situated 1½ miles from Otaki, all in grass or crop; good dairying land; carrying 35 cows, 1 horse, 30 pigs; good house, with all conveniences and necessary outbuildings. PRICE £57 10s. per acre; good terms arranged.	[702, 799, 818, 836]
ad-title: SHEEP RUN AT £4 10S. PER ACRE.	[707, 706, 813, 714]
advertisement	[338, 219, 508, 311]
ad-body: WANTED TO PURCHASE. WE have a client desirous of purchasing 1000 Acres of sheep country at from £10 to £12 per acre. We want the property to be taken as part payment, and can put in up to £10000 cash—£3 acres, 9 miles from Feilding.	[956, 652, 1102, 689]
ad-signature: GILL BROS., AUCTIONEERS & PROPERTY SALESMEN, Station Street, Hastings.	[844, 527, 947, 541]
title-text: THE DOMINION,	[341, 10, 529, 32]
